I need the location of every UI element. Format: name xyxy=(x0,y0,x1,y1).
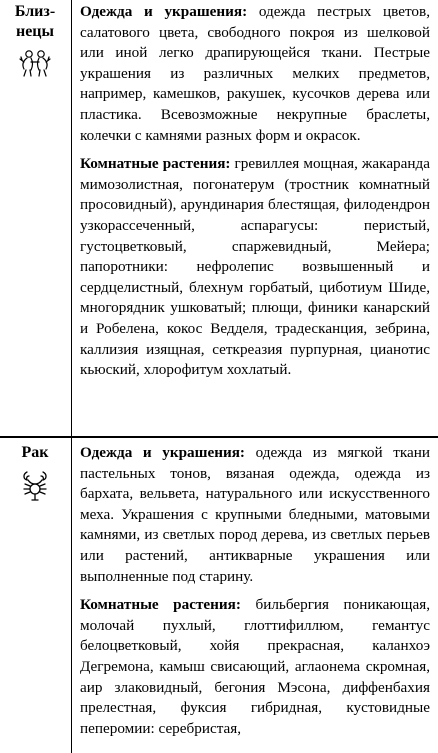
clothing-heading: Одежда и украшения: xyxy=(80,444,245,461)
entry-cancer xyxy=(0,443,438,753)
plants-paragraph xyxy=(80,154,430,381)
entry-separator xyxy=(0,436,438,438)
plants-text: гревиллея мощная, жакаранда мимозолистная, погонатерум (тростник комнатный просовидный), арундинария блестящая, филодендрон узкорассеченный, аспарагусы: перистый, густоцветковый, спаржевидный, Мейера; папоротники: нефролепис возвышенный и сердцелистный, блехнум горбатый, циботиум Шиде, многорядник ушковатый; плющи, финики канарский и Робелена, кокос Ведделя, традесканция, зебрина, каллизия изящная, сеткреазия пурпурная, цианотис кьюский, хлорофитум хохлатый. xyxy=(80,155,430,379)
sign-name-line1: Близ- xyxy=(14,3,56,20)
entry-text xyxy=(80,2,430,381)
entry-text xyxy=(80,443,430,739)
clothing-paragraph xyxy=(80,443,430,587)
plants-heading: Комнатные растения: xyxy=(80,155,231,173)
plants-heading: Комнатные растения: xyxy=(80,596,241,614)
clothing-paragraph xyxy=(80,2,430,146)
plants-paragraph xyxy=(80,595,430,739)
entry-gemini xyxy=(0,2,438,432)
sign-name-line2: нецы xyxy=(15,23,55,40)
cancer-crab-icon xyxy=(20,469,50,503)
sign-cell xyxy=(0,2,70,78)
sign-name: Рак xyxy=(21,444,49,461)
plants-text: бильбергия поникающая, молочай пухлый, глоттифиллюм, гемантус белоцветковый, хойя прекрасная, каланхоэ Дегремона, камыш свисающий, аглаонема скромная, аир злаковидный, бегония Мэсона, диффенбахия прелестная, фуксия гибридная, кустовидные пеперомии: серебристая, xyxy=(80,596,430,737)
clothing-text: одежда пестрых цветов, салатового цвета, свободного покроя из шелковой или иной легко драпирующейся ткани. Пестрые украшения из различных мелких предметов, например, камешков, ракушек, кусочков дерева или пластика. Всевозможные некрупные браслеты, колечки с камнями разных форм и окрасок. xyxy=(80,3,430,144)
sign-cell xyxy=(0,443,70,503)
clothing-heading: Одежда и украшения: xyxy=(80,3,248,20)
clothing-text: одежда из мягкой ткани пастельных тонов, вязаная одежда, одежда из бархата, вельвета, натурального или искусственного меха. Украшения с крупными бледными, матовыми камнями, из светлых пород дерева, из светлых перьев или растений, антикварные украшения или выполненные под старину. xyxy=(80,444,430,585)
gemini-icon xyxy=(18,48,52,78)
